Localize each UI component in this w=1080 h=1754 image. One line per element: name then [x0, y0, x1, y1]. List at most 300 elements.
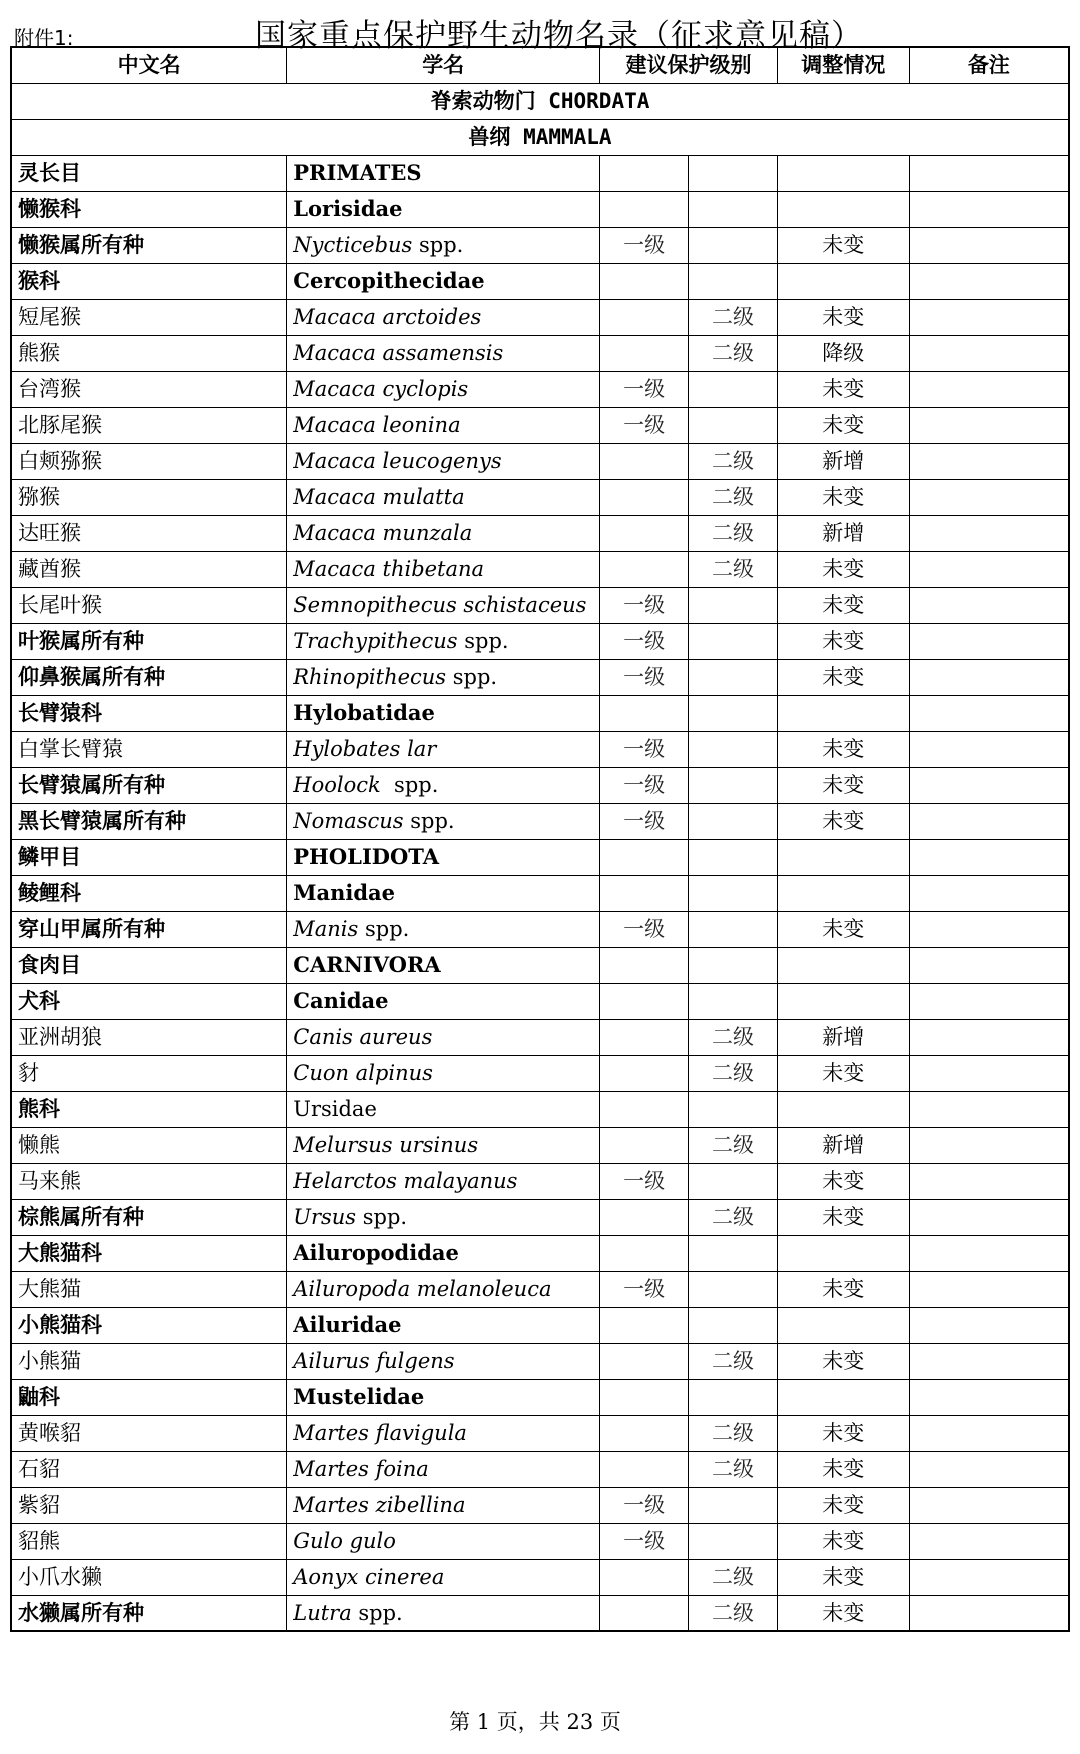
table-row	[11, 1199, 1069, 1235]
table-row	[11, 515, 1069, 551]
remark-cell	[909, 1559, 1069, 1595]
level-two-cell	[689, 227, 778, 263]
level-two-cell	[689, 1235, 778, 1271]
change-cell: 未变	[777, 1163, 909, 1199]
table-row	[11, 1163, 1069, 1199]
sci-name-cell	[287, 911, 600, 947]
sci-name-cell	[287, 1307, 600, 1343]
table-row	[11, 1451, 1069, 1487]
cn-name-cell: 熊科	[11, 1091, 287, 1127]
sci-name-text: Cuon alpinus	[293, 1061, 433, 1085]
sci-name-text: Macaca arctoides	[293, 305, 482, 329]
table-row	[11, 839, 1069, 875]
level-two-cell	[689, 263, 778, 299]
table-row	[11, 371, 1069, 407]
table-row	[11, 1055, 1069, 1091]
remark-cell	[909, 623, 1069, 659]
level-two-cell: 二级	[689, 1559, 778, 1595]
level-one-cell: 一级	[600, 587, 689, 623]
table-row	[11, 1307, 1069, 1343]
cn-name-cell: 藏酋猴	[11, 551, 287, 587]
remark-cell	[909, 1451, 1069, 1487]
remark-cell	[909, 731, 1069, 767]
table-row	[11, 623, 1069, 659]
level-two-cell	[689, 1091, 778, 1127]
table-header-row	[11, 47, 1069, 83]
remark-cell	[909, 1523, 1069, 1559]
level-two-cell	[689, 875, 778, 911]
sci-name-text: Melursus ursinus	[293, 1133, 479, 1157]
sci-name-cell	[287, 1451, 600, 1487]
column-header-cn-name: 中文名	[11, 47, 287, 83]
change-cell	[777, 155, 909, 191]
level-one-cell	[600, 1019, 689, 1055]
remark-cell	[909, 407, 1069, 443]
sci-name-cell	[287, 983, 600, 1019]
change-cell: 未变	[777, 371, 909, 407]
level-two-cell: 二级	[689, 1343, 778, 1379]
change-cell: 未变	[777, 1271, 909, 1307]
sci-name-text: Macaca leonina	[293, 413, 461, 437]
level-one-cell	[600, 1199, 689, 1235]
cn-name-cell: 短尾猴	[11, 299, 287, 335]
cn-name-cell: 懒猴属所有种	[11, 227, 287, 263]
cn-name-cell: 白掌长臂猿	[11, 731, 287, 767]
cn-name-cell: 食肉目	[11, 947, 287, 983]
level-two-cell	[689, 803, 778, 839]
level-one-cell	[600, 1451, 689, 1487]
cn-name-cell: 熊猴	[11, 335, 287, 371]
sci-name-text: Mustelidae	[293, 1384, 425, 1409]
sci-name-cell	[287, 1091, 600, 1127]
level-one-cell	[600, 947, 689, 983]
sci-name-suffix: spp.	[446, 665, 498, 689]
sci-name-text: Semnopithecus schistaceus	[293, 593, 587, 617]
table-row	[11, 407, 1069, 443]
sci-name-cell	[287, 839, 600, 875]
column-header-protection-level: 建议保护级别	[600, 47, 778, 83]
cn-name-cell: 达旺猴	[11, 515, 287, 551]
level-two-cell	[689, 587, 778, 623]
table-row	[11, 335, 1069, 371]
level-two-cell: 二级	[689, 1451, 778, 1487]
level-one-cell	[600, 1415, 689, 1451]
table-row	[11, 1559, 1069, 1595]
table-row	[11, 1343, 1069, 1379]
level-one-cell	[600, 299, 689, 335]
level-one-cell: 一级	[600, 227, 689, 263]
change-cell: 未变	[777, 479, 909, 515]
table-row	[11, 695, 1069, 731]
level-one-cell	[600, 1343, 689, 1379]
sci-name-suffix: spp.	[412, 233, 464, 257]
sci-name-cell	[287, 371, 600, 407]
cn-name-cell: 石貂	[11, 1451, 287, 1487]
remark-cell	[909, 191, 1069, 227]
level-two-cell: 二级	[689, 335, 778, 371]
table-row	[11, 227, 1069, 263]
sci-name-cell	[287, 623, 600, 659]
sci-name-cell	[287, 1127, 600, 1163]
level-one-cell	[600, 191, 689, 227]
sci-name-cell	[287, 1163, 600, 1199]
change-cell	[777, 1307, 909, 1343]
level-one-cell: 一级	[600, 659, 689, 695]
cn-name-cell: 小熊猫科	[11, 1307, 287, 1343]
sci-name-cell	[287, 515, 600, 551]
cn-name-cell: 亚洲胡狼	[11, 1019, 287, 1055]
change-cell	[777, 875, 909, 911]
change-cell	[777, 947, 909, 983]
cn-name-cell: 鳞甲目	[11, 839, 287, 875]
sci-name-text: Cercopithecidae	[293, 268, 485, 293]
sci-name-text: Martes zibellina	[293, 1493, 466, 1517]
sci-name-text: Macaca leucogenys	[293, 449, 502, 473]
level-one-cell	[600, 515, 689, 551]
level-two-cell	[689, 695, 778, 731]
sci-name-cell	[287, 1199, 600, 1235]
cn-name-cell: 猴科	[11, 263, 287, 299]
remark-cell	[909, 155, 1069, 191]
level-one-cell	[600, 1559, 689, 1595]
table-row	[11, 1415, 1069, 1451]
level-two-cell	[689, 1487, 778, 1523]
remark-cell	[909, 371, 1069, 407]
table-row	[11, 875, 1069, 911]
cn-name-cell: 长尾叶猴	[11, 587, 287, 623]
sci-name-cell	[287, 407, 600, 443]
cn-name-cell: 猕猴	[11, 479, 287, 515]
change-cell	[777, 1235, 909, 1271]
change-cell: 未变	[777, 1055, 909, 1091]
level-one-cell	[600, 1379, 689, 1415]
remark-cell	[909, 587, 1069, 623]
sci-name-text: Trachypithecus	[293, 629, 458, 653]
cn-name-cell: 白颊猕猴	[11, 443, 287, 479]
sci-name-text: Lorisidae	[293, 196, 403, 221]
sci-name-text: Nomascus	[293, 809, 404, 833]
remark-cell	[909, 875, 1069, 911]
table-row	[11, 659, 1069, 695]
change-cell	[777, 839, 909, 875]
level-two-cell: 二级	[689, 1415, 778, 1451]
cn-name-cell: 鲮鲤科	[11, 875, 287, 911]
remark-cell	[909, 263, 1069, 299]
table-body	[11, 83, 1069, 1631]
sci-name-text: Lutra	[293, 1600, 352, 1625]
change-cell: 未变	[777, 1595, 909, 1631]
cn-name-cell: 长臂猿属所有种	[11, 767, 287, 803]
table-row	[11, 191, 1069, 227]
cn-name-cell: 棕熊属所有种	[11, 1199, 287, 1235]
sci-name-cell	[287, 299, 600, 335]
sci-name-cell	[287, 587, 600, 623]
sci-name-cell	[287, 1559, 600, 1595]
change-cell: 未变	[777, 227, 909, 263]
table-row	[11, 1235, 1069, 1271]
sci-name-cell	[287, 767, 600, 803]
level-two-cell: 二级	[689, 1055, 778, 1091]
change-cell: 未变	[777, 1487, 909, 1523]
level-two-cell	[689, 155, 778, 191]
level-two-cell: 二级	[689, 479, 778, 515]
sci-name-cell	[287, 875, 600, 911]
table-row	[11, 479, 1069, 515]
remark-cell	[909, 1415, 1069, 1451]
cn-name-cell: 大熊猫科	[11, 1235, 287, 1271]
level-one-cell: 一级	[600, 1271, 689, 1307]
level-two-cell	[689, 731, 778, 767]
sci-name-cell	[287, 1595, 600, 1631]
table-row	[11, 1127, 1069, 1163]
change-cell: 新增	[777, 515, 909, 551]
change-cell: 新增	[777, 443, 909, 479]
change-cell: 未变	[777, 551, 909, 587]
cn-name-cell: 台湾猴	[11, 371, 287, 407]
sci-name-text: Macaca munzala	[293, 521, 473, 545]
change-cell: 未变	[777, 731, 909, 767]
sci-name-text: Ailuropodidae	[293, 1240, 459, 1265]
sci-name-cell	[287, 659, 600, 695]
change-cell: 未变	[777, 1415, 909, 1451]
change-cell: 未变	[777, 1343, 909, 1379]
table-row	[11, 803, 1069, 839]
sci-name-text: Martes foina	[293, 1457, 429, 1481]
sci-name-cell	[287, 1235, 600, 1271]
column-header-change: 调整情况	[777, 47, 909, 83]
change-cell	[777, 263, 909, 299]
table-row	[11, 443, 1069, 479]
remark-cell	[909, 551, 1069, 587]
level-one-cell	[600, 335, 689, 371]
sci-name-cell	[287, 1415, 600, 1451]
table-row	[11, 947, 1069, 983]
change-cell: 未变	[777, 659, 909, 695]
sci-name-cell	[287, 1523, 600, 1559]
sci-name-cell	[287, 191, 600, 227]
remark-cell	[909, 515, 1069, 551]
change-cell: 未变	[777, 803, 909, 839]
level-two-cell	[689, 911, 778, 947]
sci-name-text: Hoolock	[293, 773, 381, 797]
sci-name-text: Canidae	[293, 988, 389, 1013]
level-one-cell	[600, 1091, 689, 1127]
cn-name-cell: 仰鼻猴属所有种	[11, 659, 287, 695]
sci-name-suffix: spp.	[351, 1600, 403, 1625]
remark-cell	[909, 1307, 1069, 1343]
cn-name-cell: 黄喉貂	[11, 1415, 287, 1451]
remark-cell	[909, 1055, 1069, 1091]
remark-cell	[909, 1487, 1069, 1523]
cn-name-cell: 犬科	[11, 983, 287, 1019]
level-two-cell	[689, 1379, 778, 1415]
species-table	[10, 46, 1070, 1632]
level-two-cell: 二级	[689, 551, 778, 587]
sci-name-text: Ursidae	[293, 1097, 377, 1121]
level-one-cell	[600, 479, 689, 515]
remark-cell	[909, 767, 1069, 803]
remark-cell	[909, 659, 1069, 695]
level-one-cell: 一级	[600, 407, 689, 443]
cn-name-cell: 水獭属所有种	[11, 1595, 287, 1631]
cn-name-cell: 黑长臂猿属所有种	[11, 803, 287, 839]
sci-name-text: PHOLIDOTA	[293, 844, 440, 869]
table-row	[11, 551, 1069, 587]
level-one-cell	[600, 1127, 689, 1163]
sci-name-suffix: spp.	[380, 773, 439, 797]
table-row	[11, 1595, 1069, 1631]
remark-cell	[909, 1595, 1069, 1631]
table-row	[11, 299, 1069, 335]
remark-cell	[909, 803, 1069, 839]
remark-cell	[909, 227, 1069, 263]
sci-name-text: Nycticebus	[293, 233, 413, 257]
level-two-cell	[689, 947, 778, 983]
level-one-cell: 一级	[600, 623, 689, 659]
cn-name-cell: 鼬科	[11, 1379, 287, 1415]
level-two-cell: 二级	[689, 299, 778, 335]
sci-name-text: Hylobates lar	[293, 737, 437, 761]
level-one-cell	[600, 875, 689, 911]
table-section-row	[11, 83, 1069, 119]
cn-name-cell: 小熊猫	[11, 1343, 287, 1379]
change-cell: 未变	[777, 407, 909, 443]
sci-name-text: Martes flavigula	[293, 1421, 467, 1445]
sci-name-cell	[287, 335, 600, 371]
sci-name-text: Gulo gulo	[293, 1529, 396, 1553]
remark-cell	[909, 443, 1069, 479]
level-two-cell	[689, 1163, 778, 1199]
level-one-cell: 一级	[600, 803, 689, 839]
level-one-cell: 一级	[600, 731, 689, 767]
sci-name-text: Rhinopithecus	[293, 665, 447, 689]
level-one-cell: 一级	[600, 1163, 689, 1199]
cn-name-cell: 懒熊	[11, 1127, 287, 1163]
level-one-cell	[600, 983, 689, 1019]
change-cell: 新增	[777, 1019, 909, 1055]
sci-name-cell	[287, 695, 600, 731]
remark-cell	[909, 1199, 1069, 1235]
remark-cell	[909, 1271, 1069, 1307]
sci-name-suffix: spp.	[403, 809, 455, 833]
document-title: 国家重点保护野生动物名录（征求意见稿）	[255, 18, 863, 54]
level-two-cell	[689, 839, 778, 875]
table-row	[11, 983, 1069, 1019]
sci-name-text: Manidae	[293, 880, 395, 905]
cn-name-cell: 小爪水獭	[11, 1559, 287, 1595]
sci-name-text: PRIMATES	[293, 160, 422, 185]
sci-name-cell	[287, 443, 600, 479]
table-row	[11, 1487, 1069, 1523]
remark-cell	[909, 1163, 1069, 1199]
level-two-cell	[689, 1523, 778, 1559]
sci-name-text: Macaca mulatta	[293, 485, 465, 509]
level-two-cell	[689, 623, 778, 659]
level-two-cell: 二级	[689, 515, 778, 551]
sci-name-suffix: spp.	[457, 629, 509, 653]
remark-cell	[909, 983, 1069, 1019]
sci-name-cell	[287, 1055, 600, 1091]
sci-name-text: Macaca thibetana	[293, 557, 485, 581]
change-cell	[777, 191, 909, 227]
change-cell	[777, 1379, 909, 1415]
sci-name-text: Macaca cyclopis	[293, 377, 469, 401]
table-section-row	[11, 119, 1069, 155]
level-two-cell: 二级	[689, 1127, 778, 1163]
column-header-remark: 备注	[909, 47, 1069, 83]
level-two-cell	[689, 983, 778, 1019]
level-one-cell	[600, 155, 689, 191]
level-two-cell	[689, 767, 778, 803]
level-one-cell	[600, 551, 689, 587]
level-two-cell	[689, 191, 778, 227]
level-one-cell: 一级	[600, 767, 689, 803]
level-one-cell: 一级	[600, 371, 689, 407]
section-heading: 脊索动物门 CHORDATA	[11, 83, 1069, 119]
sci-name-cell	[287, 803, 600, 839]
sci-name-text: Ursus	[293, 1205, 357, 1229]
change-cell: 未变	[777, 1523, 909, 1559]
sci-name-cell	[287, 227, 600, 263]
change-cell: 新增	[777, 1127, 909, 1163]
level-one-cell	[600, 263, 689, 299]
table-row	[11, 1523, 1069, 1559]
sci-name-cell	[287, 1343, 600, 1379]
table-row	[11, 911, 1069, 947]
sci-name-text: Canis aureus	[293, 1025, 433, 1049]
level-one-cell: 一级	[600, 1487, 689, 1523]
remark-cell	[909, 1343, 1069, 1379]
change-cell: 未变	[777, 1199, 909, 1235]
level-two-cell	[689, 1307, 778, 1343]
sci-name-text: Ailuropoda melanoleuca	[293, 1277, 552, 1301]
level-two-cell: 二级	[689, 1019, 778, 1055]
level-two-cell	[689, 371, 778, 407]
level-two-cell: 二级	[689, 443, 778, 479]
sci-name-cell	[287, 479, 600, 515]
sci-name-text: Ailurus fulgens	[293, 1349, 455, 1373]
change-cell: 未变	[777, 767, 909, 803]
sci-name-text: Macaca assamensis	[293, 341, 504, 365]
level-one-cell	[600, 839, 689, 875]
sci-name-cell	[287, 1271, 600, 1307]
sci-name-text: Hylobatidae	[293, 700, 435, 725]
remark-cell	[909, 839, 1069, 875]
table-row	[11, 1379, 1069, 1415]
remark-cell	[909, 479, 1069, 515]
level-one-cell: 一级	[600, 911, 689, 947]
sci-name-cell	[287, 1379, 600, 1415]
cn-name-cell: 紫貂	[11, 1487, 287, 1523]
cn-name-cell: 豺	[11, 1055, 287, 1091]
level-two-cell: 二级	[689, 1595, 778, 1631]
remark-cell	[909, 299, 1069, 335]
sci-name-cell	[287, 731, 600, 767]
remark-cell	[909, 911, 1069, 947]
sci-name-text: Manis	[293, 917, 359, 941]
level-one-cell	[600, 1235, 689, 1271]
level-one-cell: 一级	[600, 1523, 689, 1559]
change-cell	[777, 983, 909, 1019]
table-row	[11, 1271, 1069, 1307]
table-row	[11, 731, 1069, 767]
cn-name-cell: 北豚尾猴	[11, 407, 287, 443]
change-cell: 未变	[777, 1559, 909, 1595]
level-one-cell	[600, 1055, 689, 1091]
level-two-cell	[689, 659, 778, 695]
level-one-cell	[600, 443, 689, 479]
level-one-cell	[600, 1595, 689, 1631]
